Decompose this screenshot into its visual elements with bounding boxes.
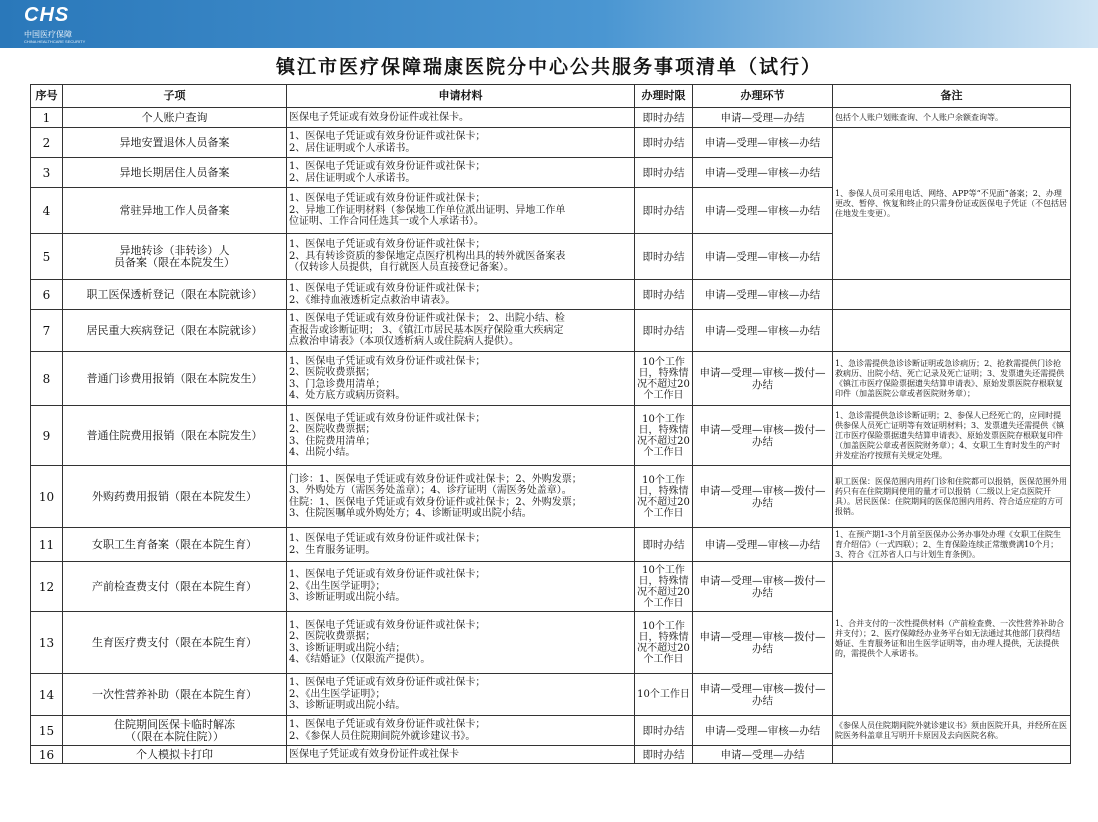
- row-steps: 申请—受理—办结: [693, 108, 833, 128]
- service-table: [30, 84, 1071, 764]
- row-steps: 申请—受理—审核—办结: [693, 280, 833, 310]
- row-steps: 申请—受理—审核—拨付—办结: [693, 674, 833, 716]
- row-time: 即时办结: [635, 746, 693, 764]
- row-item: 产前检查费支付（限在本院生育）: [63, 562, 287, 612]
- row-materials: 1、医保电子凭证或有效身份证件或社保卡； 2、《出生医学证明》； 3、诊断证明或出院小结。: [287, 674, 635, 716]
- row-item: 个人模拟卡打印: [63, 746, 287, 764]
- row-item: 女职工生育备案（限在本院生育）: [63, 528, 287, 562]
- row-time: 即时办结: [635, 158, 693, 188]
- row-materials: 1、医保电子凭证或有效身份证件或社保卡； 2、医院收费票据； 3、诊断证明或出院小结； 4、《结婚证》（仅限流产提供）。: [287, 612, 635, 674]
- row-remark: 职工医保：医保范围内用药门诊和住院都可以报销，医保范围外用药只有在住院期间使用的量才可以报销（二级以上定点医院开具）。居民医保：住院期间的医保范围内用药、符合适应症的方可报销。: [833, 466, 1071, 528]
- table-row: [31, 310, 1071, 352]
- table-row: [31, 466, 1071, 528]
- row-time: 10个工作日，特殊情况不超过20个工作日: [635, 466, 693, 528]
- row-steps: 申请—受理—审核—拨付—办结: [693, 612, 833, 674]
- row-no: 11: [31, 528, 63, 562]
- row-materials: 医保电子凭证或有效身份证件或社保卡: [287, 746, 635, 764]
- row-materials: 1、医保电子凭证或有效身份证件或社保卡； 2、居住证明或个人承诺书。: [287, 128, 635, 158]
- row-time: 即时办结: [635, 188, 693, 234]
- row-steps: 申请—受理—审核—办结: [693, 234, 833, 280]
- row-remark: [833, 280, 1071, 310]
- row-no: 2: [31, 128, 63, 158]
- table-row: [31, 108, 1071, 128]
- row-no: 12: [31, 562, 63, 612]
- table-row: [31, 352, 1071, 406]
- row-materials: 1、医保电子凭证或有效身份证件或社保卡； 2、居住证明或个人承诺书。: [287, 158, 635, 188]
- row-item: 异地长期居住人员备案: [63, 158, 287, 188]
- row-materials: 1、医保电子凭证或有效身份证件或社保卡； 2、异地工作证明材料（参保地工作单位派出证明、异地工作单 位证明、工作合同任选其一或个人承诺书）。: [287, 188, 635, 234]
- table-row: [31, 280, 1071, 310]
- header-materials: 申请材料: [287, 85, 635, 108]
- header-item: 子项: [63, 85, 287, 108]
- row-materials: 1、医保电子凭证或有效身份证件或社保卡； 2、具有转诊资质的参保地定点医疗机构出具的转外就医备案表 （仅转诊人员提供，自行就医人员直接登记备案）。: [287, 234, 635, 280]
- row-item: 异地转诊（非转诊）人 员备案（限在本院发生）: [63, 234, 287, 280]
- table-row: [31, 562, 1071, 612]
- row-no: 6: [31, 280, 63, 310]
- row-no: 10: [31, 466, 63, 528]
- row-materials: 1、医保电子凭证或有效身份证件或社保卡； 2、生育服务证明。: [287, 528, 635, 562]
- row-item: 异地安置退休人员备案: [63, 128, 287, 158]
- row-steps: 申请—受理—审核—办结: [693, 188, 833, 234]
- row-steps: 申请—受理—审核—拨付—办结: [693, 466, 833, 528]
- row-item: 居民重大疾病登记（限在本院就诊）: [63, 310, 287, 352]
- row-remark-shared: 1、合并支付的一次性提供材料（产前检查费、一次性营养补助合并支付）；2、医疗保障经办业务平台如无法通过其他部门获得结婚证、生育服务证和出生医学证明等，由办理人提供，无法提供的，需提供个人承诺书。: [833, 562, 1071, 716]
- page-title: 镇江市医疗保障瑞康医院分中心公共服务事项清单（试行）: [275, 56, 822, 78]
- row-time: 即时办结: [635, 280, 693, 310]
- table-row: [31, 746, 1071, 764]
- row-no: 15: [31, 716, 63, 746]
- row-remark: 包括个人账户划账查询、个人账户余额查询等。: [833, 108, 1071, 128]
- row-materials: 1、医保电子凭证或有效身份证件或社保卡； 2、出院小结、检 查报告或诊断证明； 3、《镇江市居民基本医疗保险重大疾病定 点救治申请表》（本项仅透析病人或住院病人提供）。: [287, 310, 635, 352]
- row-materials: 1、医保电子凭证或有效身份证件或社保卡； 2、医院收费票据； 3、门急诊费用清单； 4、处方底方或病历资料。: [287, 352, 635, 406]
- row-steps: 申请—受理—办结: [693, 746, 833, 764]
- row-remark: 1、在预产期1-3个月前至医保办公务办事处办理《女职工住院生育介绍信》（一式四联）；2、生育保险连续正常缴费满10个月；3、符合《江苏省人口与计划生育条例》。: [833, 528, 1071, 562]
- row-materials: 门诊：1、医保电子凭证或有效身份证件或社保卡；2、外购发票； 3、外购处方（需医务处盖章）；4、诊疗证明（需医务处盖章）。 住院：1、医保电子凭证或有效身份证件或社保卡；2、外购发票； 3、住院医嘱单或外购处方；4、诊断证明或出院小结。: [287, 466, 635, 528]
- row-no: 9: [31, 406, 63, 466]
- row-no: 8: [31, 352, 63, 406]
- row-steps: 申请—受理—审核—拨付—办结: [693, 562, 833, 612]
- row-item: 职工医保透析登记（限在本院就诊）: [63, 280, 287, 310]
- logo-cn: 中国医疗保障: [24, 30, 72, 39]
- row-time: 10个工作日，特殊情况不超过20个工作日: [635, 406, 693, 466]
- row-time: 即时办结: [635, 128, 693, 158]
- row-remark: 1、急诊需提供急诊诊断证明；2、参保人已经死亡的，应同时提供参保人员死亡证明等有效证明材料；3、发票遗失还需提供《镇江市医疗保险票据遗失结算申请表》、原始发票医院存根联复印件（加盖医院公章或者医院财务章）；4、女职工生育时发生的产时并发症治疗按照有关规定处理。: [833, 406, 1071, 466]
- row-steps: 申请—受理—审核—办结: [693, 158, 833, 188]
- row-no: 16: [31, 746, 63, 764]
- row-time: 10个工作日，特殊情况不超过20个工作日: [635, 352, 693, 406]
- logo-mark: CHS: [24, 4, 70, 26]
- row-item: 外购药费用报销（限在本院发生）: [63, 466, 287, 528]
- row-no: 4: [31, 188, 63, 234]
- row-remark-shared: 1、参保人员可采用电话、网络、APP等“不见面”备案；2、办理更改、暂停、恢复和终止的只需身份证或医保电子凭证（不包括居住地发生变更）。: [833, 128, 1071, 280]
- row-materials: 医保电子凭证或有效身份证件或社保卡。: [287, 108, 635, 128]
- row-time: 即时办结: [635, 310, 693, 352]
- header-bar: [0, 0, 1098, 48]
- row-time: 即时办结: [635, 234, 693, 280]
- row-remark: [833, 310, 1071, 352]
- row-materials: 1、医保电子凭证或有效身份证件或社保卡； 2、《维持血液透析定点救治申请表》。: [287, 280, 635, 310]
- row-steps: 申请—受理—审核—办结: [693, 528, 833, 562]
- table-row: [31, 406, 1071, 466]
- row-time: 即时办结: [635, 108, 693, 128]
- row-materials: 1、医保电子凭证或有效身份证件或社保卡； 2、《出生医学证明》； 3、诊断证明或出院小结。: [287, 562, 635, 612]
- row-item: 常驻异地工作人员备案: [63, 188, 287, 234]
- table-row: [31, 716, 1071, 746]
- row-item: 普通住院费用报销（限在本院发生）: [63, 406, 287, 466]
- row-no: 1: [31, 108, 63, 128]
- row-no: 13: [31, 612, 63, 674]
- row-time: 10个工作日，特殊情况不超过20个工作日: [635, 612, 693, 674]
- row-time: 即时办结: [635, 528, 693, 562]
- table-row: [31, 528, 1071, 562]
- row-steps: 申请—受理—审核—拨付—办结: [693, 406, 833, 466]
- table-header-row: [31, 85, 1071, 108]
- header-steps: 办理环节: [693, 85, 833, 108]
- row-materials: 1、医保电子凭证或有效身份证件或社保卡； 2、《参保人员住院期间院外就诊建议书》。: [287, 716, 635, 746]
- row-item: 住院期间医保卡临时解冻 （（限在本院住院））: [63, 716, 287, 746]
- header-remark: 备注: [833, 85, 1071, 108]
- row-item: 普通门诊费用报销（限在本院发生）: [63, 352, 287, 406]
- row-steps: 申请—受理—审核—办结: [693, 716, 833, 746]
- row-materials: 1、医保电子凭证或有效身份证件或社保卡； 2、医院收费票据； 3、住院费用清单； 4、出院小结。: [287, 406, 635, 466]
- row-steps: 申请—受理—审核—办结: [693, 128, 833, 158]
- row-item: 个人账户查询: [63, 108, 287, 128]
- chs-logo: [24, 4, 94, 42]
- row-time: 10个工作日: [635, 674, 693, 716]
- row-item: 生育医疗费支付（限在本院生育）: [63, 612, 287, 674]
- row-remark: 《参保人员住院期间院外就诊建议书》须由医院开具，并经所在医院医务科盖章且写明开卡原因及去向医院名称。: [833, 716, 1071, 746]
- header-time: 办理时限: [635, 85, 693, 108]
- table-row: [31, 128, 1071, 158]
- row-time: 10个工作日，特殊情况不超过20个工作日: [635, 562, 693, 612]
- row-item: 一次性营养补助（限在本院生育）: [63, 674, 287, 716]
- row-time: 即时办结: [635, 716, 693, 746]
- row-no: 5: [31, 234, 63, 280]
- row-steps: 申请—受理—审核—拨付—办结: [693, 352, 833, 406]
- row-no: 7: [31, 310, 63, 352]
- row-steps: 申请—受理—审核—办结: [693, 310, 833, 352]
- row-no: 14: [31, 674, 63, 716]
- header-no: 序号: [31, 85, 63, 108]
- row-remark: 1、急诊需提供急诊诊断证明或急诊病历；2、抢救需提供门诊抢救病历、出院小结、死亡记录及死亡证明；3、发票遗失还需提供《镇江市医疗保险票据遗失结算申请表》、原始发票医院存根联复印件（加盖医院公章或者医院财务章）；: [833, 352, 1071, 406]
- row-no: 3: [31, 158, 63, 188]
- logo-en: CHINA HEALTHCARE SECURITY: [24, 39, 86, 44]
- row-remark: [833, 746, 1071, 764]
